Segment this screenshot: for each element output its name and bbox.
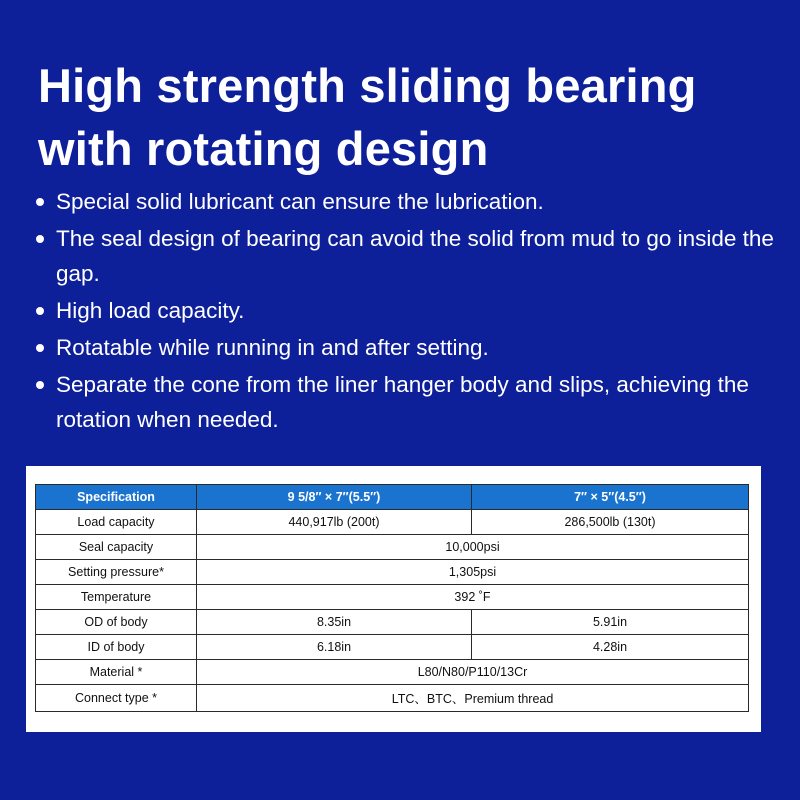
feature-text: The seal design of bearing can avoid the solid from mud to go inside the gap. [56,226,774,286]
cell-value: LTC、BTC、Premium thread [197,685,749,712]
row-label: Temperature [36,585,197,610]
feature-text: High load capacity. [56,298,245,323]
header-cell: 9 5/8″ × 7″(5.5″) [197,485,472,510]
cell-value: 6.18in [197,635,472,660]
feature-text: Separate the cone from the liner hanger body and slips, achieving the rotation when needed. [56,372,749,432]
header-cell: 7″ × 5″(4.5″) [472,485,749,510]
row-label: ID of body [36,635,197,660]
feature-list [34,184,794,439]
table-row [36,610,749,635]
bullet-icon [36,235,44,243]
row-label: Seal capacity [36,535,197,560]
row-label: Connect type * [36,685,197,712]
cell-value: 440,917lb (200t) [197,510,472,535]
bullet-icon [36,344,44,352]
table-row [36,685,749,712]
table-row [36,560,749,585]
feature-text: Rotatable while running in and after setting. [56,335,489,360]
row-label: Setting pressure* [36,560,197,585]
cell-value: 286,500lb (130t) [472,510,749,535]
header-cell: Specification [36,485,197,510]
cell-value: L80/N80/P110/13Cr [197,660,749,685]
spec-panel [26,466,761,732]
table-header-row [36,485,749,510]
table-row [36,585,749,610]
bullet-icon [36,307,44,315]
row-label: Material * [36,660,197,685]
cell-value: 8.35in [197,610,472,635]
feature-item [34,293,794,328]
bullet-icon [36,198,44,206]
row-label: OD of body [36,610,197,635]
table-row [36,535,749,560]
cell-value: 5.91in [472,610,749,635]
feature-item [34,330,794,365]
feature-item [34,221,794,291]
bullet-icon [36,381,44,389]
table-row [36,660,749,685]
cell-value: 4.28in [472,635,749,660]
feature-text: Special solid lubricant can ensure the lubrication. [56,189,544,214]
feature-item [34,184,794,219]
table-row [36,510,749,535]
cell-value: 392 ˚F [197,585,749,610]
cell-value: 10,000psi [197,535,749,560]
feature-item [34,367,794,437]
row-label: Load capacity [36,510,197,535]
cell-value: 1,305psi [197,560,749,585]
page-title: High strength sliding bearing with rotating design [38,59,697,175]
table-row [36,635,749,660]
spec-table [35,484,749,712]
